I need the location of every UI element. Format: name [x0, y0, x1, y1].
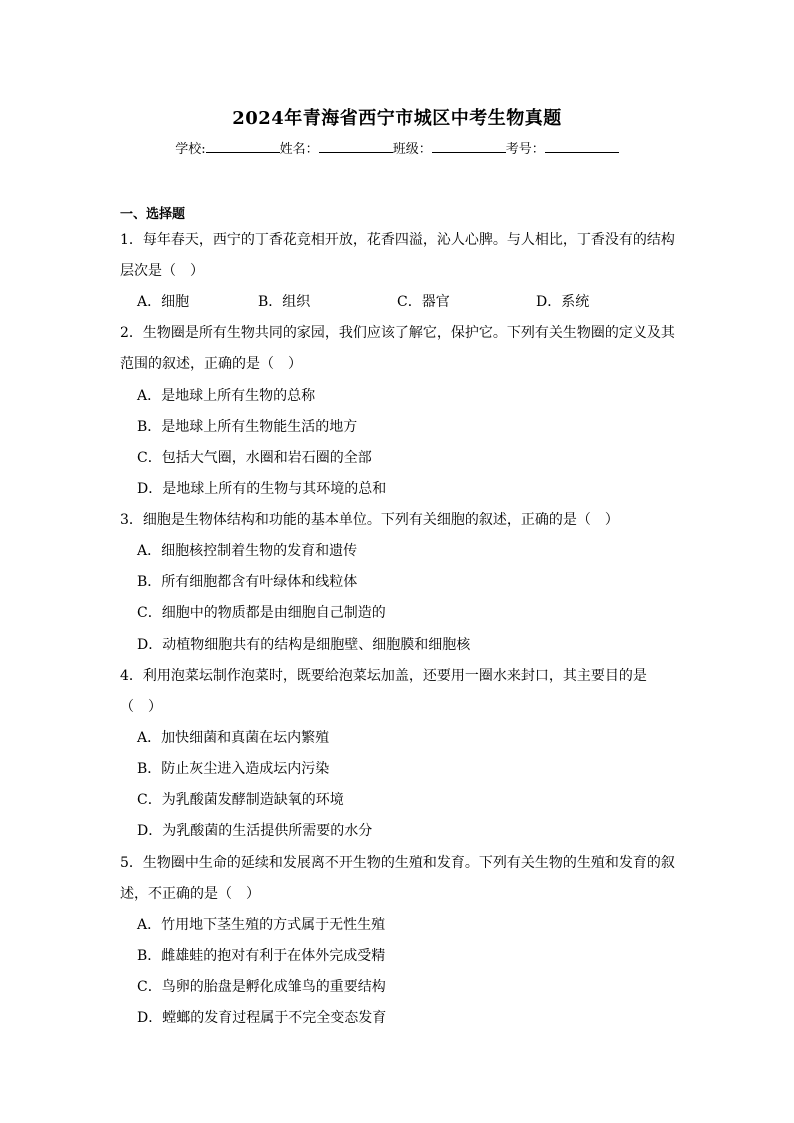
question-2-option-b[interactable]: B．是地球上所有生物能生活的地方 — [137, 419, 358, 435]
question-3-option-a[interactable]: A．细胞核控制着生物的发育和遗传 — [137, 543, 358, 559]
question-5-line-2: 述，不正确的是（ ） — [120, 886, 260, 902]
class-blank — [432, 138, 506, 153]
student-info-line — [0, 138, 794, 157]
question-2-line-2: 范围的叙述，正确的是（ ） — [120, 356, 302, 372]
exam-no-blank — [545, 138, 619, 153]
question-5-line-1: 5．生物圈中生命的延续和发展离不开生物的生殖和发育。下列有关生物的生殖和发育的叙 — [120, 855, 675, 871]
question-2-option-d[interactable]: D．是地球上所有的生物与其环境的总和 — [137, 481, 387, 497]
exam-no-label: 考号： — [505, 142, 545, 157]
question-3-option-d[interactable]: D．动植物细胞共有的结构是细胞壁、细胞膜和细胞核 — [137, 637, 471, 653]
question-4-line-2: （ ） — [120, 699, 162, 715]
question-4-option-c[interactable]: C．为乳酸菌发酵制造缺氧的环境 — [137, 792, 344, 808]
question-1-option-a[interactable]: A．细胞 — [137, 294, 190, 310]
question-5-option-d[interactable]: D．螳螂的发育过程属于不完全变态发育 — [137, 1010, 387, 1026]
question-1-option-c[interactable]: C．器官 — [397, 294, 450, 310]
question-4-option-b[interactable]: B．防止灰尘进入造成坛内污染 — [137, 761, 330, 777]
question-4-option-d[interactable]: D．为乳酸菌的生活提供所需要的水分 — [137, 823, 373, 839]
question-3-option-c[interactable]: C．细胞中的物质都是由细胞自己制造的 — [137, 605, 386, 621]
question-1-line-2: 层次是（ ） — [120, 263, 204, 279]
question-2-option-c[interactable]: C．包括大气圈，水圈和岩石圈的全部 — [137, 450, 372, 466]
school-label: 学校: — [175, 142, 206, 157]
question-1-line-1: 1．每年春天，西宁的丁香花竞相开放，花香四溢，沁人心脾。与人相比，丁香没有的结构 — [120, 232, 675, 248]
section-heading: 一、选择题 — [120, 207, 186, 222]
question-5-option-c[interactable]: C．鸟卵的胎盘是孵化成雏鸟的重要结构 — [137, 979, 386, 995]
class-label: 班级： — [392, 142, 432, 157]
question-5-option-b[interactable]: B．雌雄蛙的抱对有利于在体外完成受精 — [137, 948, 386, 964]
question-5-option-a[interactable]: A．竹用地下茎生殖的方式属于无性生殖 — [137, 917, 386, 933]
question-3-line-1: 3．细胞是生物体结构和功能的基本单位。下列有关细胞的叙述，正确的是（ ） — [120, 512, 619, 528]
question-1-option-b[interactable]: B．组织 — [258, 294, 311, 310]
name-blank — [319, 138, 393, 153]
question-1-option-d[interactable]: D．系统 — [536, 294, 590, 310]
school-blank — [206, 138, 280, 153]
question-4-option-a[interactable]: A．加快细菌和真菌在坛内繁殖 — [137, 730, 330, 746]
name-label: 姓名： — [279, 142, 319, 157]
question-2-line-1: 2．生物圈是所有生物共同的家园，我们应该了解它，保护它。下列有关生物圈的定义及其 — [120, 325, 675, 341]
question-2-option-a[interactable]: A．是地球上所有生物的总称 — [137, 388, 316, 404]
page-title: 2024年青海省西宁市城区中考生物真题 — [232, 108, 562, 129]
question-3-option-b[interactable]: B．所有细胞都含有叶绿体和线粒体 — [137, 574, 358, 590]
question-4-line-1: 4．利用泡菜坛制作泡菜时，既要给泡菜坛加盖，还要用一圈水来封口，其主要目的是 — [120, 668, 647, 684]
